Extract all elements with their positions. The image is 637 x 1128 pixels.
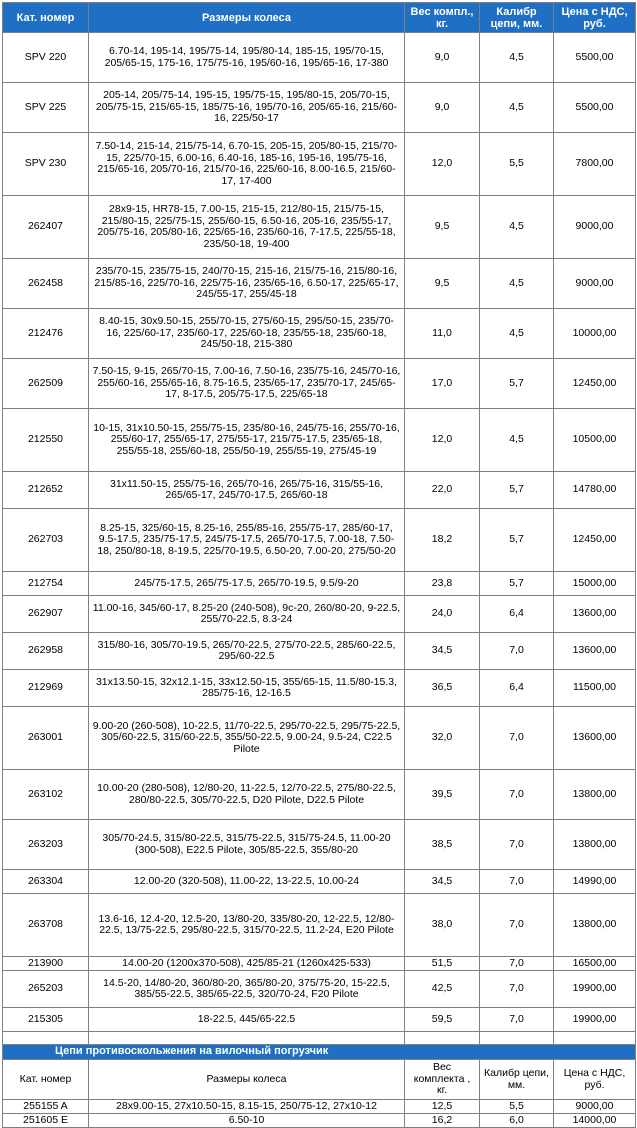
forklift-header-weight: Вес комплекта , кг. xyxy=(405,1060,480,1100)
weight-cell: 12,5 xyxy=(405,1100,480,1114)
caliber-cell: 4,5 xyxy=(480,309,554,359)
price-cell: 19900,00 xyxy=(554,1008,636,1032)
wheel-sizes-cell: 14.00-20 (1200x370-508), 425/85-21 (1260x425-533) xyxy=(89,957,405,971)
spacer-row xyxy=(3,1032,636,1045)
cat-number-cell: SPV 225 xyxy=(3,83,89,133)
caliber-cell: 7,0 xyxy=(480,957,554,971)
price-cell: 7800,00 xyxy=(554,133,636,196)
wheel-sizes-cell: 10-15, 31x10.50-15, 255/75-15, 235/80-16, 245/75-16, 255/70-16, 255/60-17, 255/65-17, 275/55-17, 215/75-17.5, 235/65-18, 255/55-18, 255/60-18, 255/50-19, 255/55-19, 275/45-19 xyxy=(89,409,405,472)
wheel-sizes-cell: 28x9-15, HR78-15, 7.00-15, 215-15, 212/80-15, 215/75-15, 215/80-15, 225/75-15, 255/60-15, 6.50-16, 205-16, 235/55-17, 205/75-16, 205/80-16, 225/65-16, 235/60-16, 7-17.5, 225/55-18, 235/50-18, 19-400 xyxy=(89,196,405,259)
price-cell: 11500,00 xyxy=(554,670,636,707)
price-cell: 13600,00 xyxy=(554,707,636,770)
weight-cell: 12,0 xyxy=(405,409,480,472)
price-cell: 13600,00 xyxy=(554,596,636,633)
forklift-header-price: Цена с НДС, руб. xyxy=(554,1060,636,1100)
caliber-cell: 6,4 xyxy=(480,596,554,633)
cat-number-cell: 262958 xyxy=(3,633,89,670)
price-cell: 14990,00 xyxy=(554,870,636,894)
wheel-sizes-cell: 6.70-14, 195-14, 195/75-14, 195/80-14, 185-15, 195/70-15, 205/65-15, 175-16, 175/75-16, 195/60-16, 195/65-16, 17-380 xyxy=(89,33,405,83)
wheel-sizes-cell: 205-14, 205/75-14, 195-15, 195/75-15, 195/80-15, 205/70-15, 205/75-15, 215/65-15, 185/75-16, 195/70-16, 205/65-16, 215/60-16, 225/50-17 xyxy=(89,83,405,133)
price-cell: 5500,00 xyxy=(554,83,636,133)
wheel-sizes-cell: 13.6-16, 12.4-20, 12.5-20, 13/80-20, 335/80-20, 12-22.5, 12/80-22.5, 13/75-22.5, 295/80-22.5, 315/70-22.5, 11.2-24, E20 Pilote xyxy=(89,894,405,957)
caliber-cell: 6,0 xyxy=(480,1114,554,1128)
caliber-cell: 4,5 xyxy=(480,409,554,472)
table-row xyxy=(3,894,636,957)
wheel-sizes-cell: 18-22.5, 445/65-22.5 xyxy=(89,1008,405,1032)
cat-number-cell: 263001 xyxy=(3,707,89,770)
price-cell: 13600,00 xyxy=(554,633,636,670)
caliber-cell: 4,5 xyxy=(480,83,554,133)
header-wheel-sizes: Размеры колеса xyxy=(89,3,405,33)
forklift-section-title: Цепи противоскольжения на вилочный погрузчик xyxy=(3,1045,636,1060)
caliber-cell: 5,5 xyxy=(480,1100,554,1114)
wheel-sizes-cell: 12.00-20 (320-508), 11.00-22, 13-22.5, 10.00-24 xyxy=(89,870,405,894)
table-row xyxy=(3,670,636,707)
table-row xyxy=(3,707,636,770)
weight-cell: 9,5 xyxy=(405,196,480,259)
weight-cell: 38,0 xyxy=(405,894,480,957)
table-row xyxy=(3,1100,636,1114)
caliber-cell: 4,5 xyxy=(480,33,554,83)
table-row xyxy=(3,309,636,359)
caliber-cell: 4,5 xyxy=(480,259,554,309)
price-cell: 9000,00 xyxy=(554,1100,636,1114)
weight-cell: 22,0 xyxy=(405,472,480,509)
forklift-header-caliber: Калибр цепи, мм. xyxy=(480,1060,554,1100)
table-header-row xyxy=(3,3,636,33)
caliber-cell: 5,7 xyxy=(480,572,554,596)
wheel-sizes-cell: 7.50-15, 9-15, 265/70-15, 7.00-16, 7.50-16, 235/75-16, 245/70-16, 255/60-16, 255/65-16, 8.75-16.5, 235/65-17, 235/70-17, 245/65-17, 8-17.5, 205/75-17.5, 225/65-18 xyxy=(89,359,405,409)
weight-cell: 16,2 xyxy=(405,1114,480,1128)
cat-number-cell: 212754 xyxy=(3,572,89,596)
cat-number-cell: 262907 xyxy=(3,596,89,633)
wheel-sizes-cell: 235/70-15, 235/75-15, 240/70-15, 215-16, 215/75-16, 215/80-16, 215/85-16, 225/70-16, 225/75-16, 235/65-16, 6.50-17, 225/65-17, 245/55-17, 255/45-18 xyxy=(89,259,405,309)
cat-number-cell: 263102 xyxy=(3,770,89,820)
weight-cell: 11,0 xyxy=(405,309,480,359)
table-row xyxy=(3,1008,636,1032)
caliber-cell: 7,0 xyxy=(480,820,554,870)
wheel-sizes-cell: 11.00-16, 345/60-17, 8.25-20 (240-508), 9c-20, 260/80-20, 9-22.5, 255/70-22.5, 8.3-24 xyxy=(89,596,405,633)
header-chain-caliber: Калибр цепи, мм. xyxy=(480,3,554,33)
table-row xyxy=(3,572,636,596)
table-row xyxy=(3,820,636,870)
cat-number-cell: 263304 xyxy=(3,870,89,894)
weight-cell: 18,2 xyxy=(405,509,480,572)
cat-number-cell: 265203 xyxy=(3,971,89,1008)
table-row xyxy=(3,409,636,472)
price-cell: 10000,00 xyxy=(554,309,636,359)
weight-cell: 24,0 xyxy=(405,596,480,633)
weight-cell: 39,5 xyxy=(405,770,480,820)
cat-number-cell: 212652 xyxy=(3,472,89,509)
cat-number-cell: 255155 A xyxy=(3,1100,89,1114)
caliber-cell: 7,0 xyxy=(480,971,554,1008)
weight-cell: 9,0 xyxy=(405,33,480,83)
forklift-header-cat: Кат. номер xyxy=(3,1060,89,1100)
weight-cell: 23,8 xyxy=(405,572,480,596)
price-cell: 10500,00 xyxy=(554,409,636,472)
caliber-cell: 7,0 xyxy=(480,894,554,957)
caliber-cell: 5,7 xyxy=(480,472,554,509)
weight-cell: 9,0 xyxy=(405,83,480,133)
caliber-cell: 4,5 xyxy=(480,196,554,259)
weight-cell: 9,5 xyxy=(405,259,480,309)
weight-cell: 32,0 xyxy=(405,707,480,770)
cat-number-cell: 212969 xyxy=(3,670,89,707)
weight-cell: 34,5 xyxy=(405,870,480,894)
price-cell: 5500,00 xyxy=(554,33,636,83)
wheel-sizes-cell: 10.00-20 (280-508), 12/80-20, 11-22.5, 12/70-22.5, 275/80-22.5, 280/80-22.5, 305/70-22.5, D20 Pilote, D22.5 Pilote xyxy=(89,770,405,820)
price-cell: 14000,00 xyxy=(554,1114,636,1128)
table-row xyxy=(3,870,636,894)
caliber-cell: 7,0 xyxy=(480,870,554,894)
header-weight: Вес компл., кг. xyxy=(405,3,480,33)
wheel-sizes-cell: 7.50-14, 215-14, 215/75-14, 6.70-15, 205-15, 205/80-15, 215/70-15, 225/70-15, 6.00-16, 6.40-16, 185-16, 195-16, 195/75-16, 215/65-16, 205/70-16, 215/70-16, 225/60-16, 8.00-16.5, 215/60-17, 17-400 xyxy=(89,133,405,196)
wheel-sizes-cell: 305/70-24.5, 315/80-22.5, 315/75-22.5, 315/75-24.5, 11.00-20 (300-508), E22.5 Pilote, 305/85-22.5, 355/80-20 xyxy=(89,820,405,870)
cat-number-cell: 262703 xyxy=(3,509,89,572)
wheel-sizes-cell: 245/75-17.5, 265/75-17.5, 265/70-19.5, 9.5/9-20 xyxy=(89,572,405,596)
table-row xyxy=(3,596,636,633)
caliber-cell: 7,0 xyxy=(480,770,554,820)
table-row xyxy=(3,359,636,409)
price-list xyxy=(2,2,635,1128)
table-row xyxy=(3,133,636,196)
price-cell: 9000,00 xyxy=(554,259,636,309)
cat-number-cell: 215305 xyxy=(3,1008,89,1032)
table-row xyxy=(3,33,636,83)
cat-number-cell: 212550 xyxy=(3,409,89,472)
price-cell: 13800,00 xyxy=(554,894,636,957)
wheel-sizes-cell: 31x11.50-15, 255/75-16, 265/70-16, 265/75-16, 315/55-16, 265/65-17, 245/70-17.5, 265/60-18 xyxy=(89,472,405,509)
cat-number-cell: SPV 230 xyxy=(3,133,89,196)
weight-cell: 17,0 xyxy=(405,359,480,409)
price-cell: 14780,00 xyxy=(554,472,636,509)
caliber-cell: 5,7 xyxy=(480,509,554,572)
table-row xyxy=(3,509,636,572)
table-row xyxy=(3,472,636,509)
wheel-sizes-cell: 31x13.50-15, 32x12.1-15, 33x12.50-15, 355/65-15, 11.5/80-15.3, 285/75-16, 12-16.5 xyxy=(89,670,405,707)
weight-cell: 34,5 xyxy=(405,633,480,670)
table-row xyxy=(3,770,636,820)
cat-number-cell: 213900 xyxy=(3,957,89,971)
caliber-cell: 5,7 xyxy=(480,359,554,409)
price-cell: 12450,00 xyxy=(554,359,636,409)
caliber-cell: 6,4 xyxy=(480,670,554,707)
caliber-cell: 7,0 xyxy=(480,633,554,670)
price-cell: 13800,00 xyxy=(554,770,636,820)
table-body xyxy=(3,33,636,1032)
cat-number-cell: 262458 xyxy=(3,259,89,309)
weight-cell: 36,5 xyxy=(405,670,480,707)
wheel-sizes-cell: 8.25-15, 325/60-15, 8.25-16, 255/85-16, 255/75-17, 285/60-17, 9.5-17.5, 235/75-17.5, 245/75-17.5, 265/70-17.5, 7.00-18, 7.50-18, 250/80-18, 8-19.5, 225/70-19.5, 6.50-20, 7.00-20, 275/50-20 xyxy=(89,509,405,572)
cat-number-cell: 262509 xyxy=(3,359,89,409)
price-cell: 15000,00 xyxy=(554,572,636,596)
weight-cell: 51,5 xyxy=(405,957,480,971)
header-price: Цена с НДС, руб. xyxy=(554,3,636,33)
price-cell: 16500,00 xyxy=(554,957,636,971)
wheel-sizes-cell: 8.40-15, 30x9.50-15, 255/70-15, 275/60-15, 295/50-15, 235/70-16, 225/60-17, 235/60-17, 225/60-18, 235/55-18, 235/60-18, 245/50-18, 215-380 xyxy=(89,309,405,359)
forklift-header-sizes: Размеры колеса xyxy=(89,1060,405,1100)
cat-number-cell: 263203 xyxy=(3,820,89,870)
wheel-sizes-cell: 9.00-20 (260-508), 10-22.5, 11/70-22.5, 295/70-22.5, 295/75-22.5, 305/60-22.5, 315/60-22.5, 355/50-22.5, 9.00-24, 9.5-24, C22.5 Pilote xyxy=(89,707,405,770)
caliber-cell: 7,0 xyxy=(480,707,554,770)
table-row xyxy=(3,971,636,1008)
price-cell: 13800,00 xyxy=(554,820,636,870)
table-row xyxy=(3,196,636,259)
cat-number-cell: 262407 xyxy=(3,196,89,259)
weight-cell: 42,5 xyxy=(405,971,480,1008)
section-header-row xyxy=(3,1045,636,1060)
cat-number-cell: 251605 E xyxy=(3,1114,89,1128)
table-row xyxy=(3,83,636,133)
price-cell: 19900,00 xyxy=(554,971,636,1008)
cat-number-cell: SPV 220 xyxy=(3,33,89,83)
cat-number-cell: 212476 xyxy=(3,309,89,359)
table-row xyxy=(3,1114,636,1128)
caliber-cell: 5,5 xyxy=(480,133,554,196)
header-cat-number: Кат. номер xyxy=(3,3,89,33)
weight-cell: 38,5 xyxy=(405,820,480,870)
weight-cell: 12,0 xyxy=(405,133,480,196)
wheel-sizes-cell: 6.50-10 xyxy=(89,1114,405,1128)
snow-chains-table xyxy=(2,2,636,1128)
cat-number-cell: 263708 xyxy=(3,894,89,957)
table-row xyxy=(3,957,636,971)
wheel-sizes-cell: 315/80-16, 305/70-19.5, 265/70-22.5, 275/70-22.5, 285/60-22.5, 295/60-22.5 xyxy=(89,633,405,670)
wheel-sizes-cell: 14.5-20, 14/80-20, 360/80-20, 365/80-20, 375/75-20, 15-22.5, 385/55-22.5, 385/65-22.5, 320/70-24, F20 Pilote xyxy=(89,971,405,1008)
table-row xyxy=(3,633,636,670)
caliber-cell: 7,0 xyxy=(480,1008,554,1032)
price-cell: 9000,00 xyxy=(554,196,636,259)
weight-cell: 59,5 xyxy=(405,1008,480,1032)
wheel-sizes-cell: 28x9.00-15, 27x10.50-15, 8.15-15, 250/75-12, 27x10-12 xyxy=(89,1100,405,1114)
price-cell: 12450,00 xyxy=(554,509,636,572)
table-row xyxy=(3,259,636,309)
